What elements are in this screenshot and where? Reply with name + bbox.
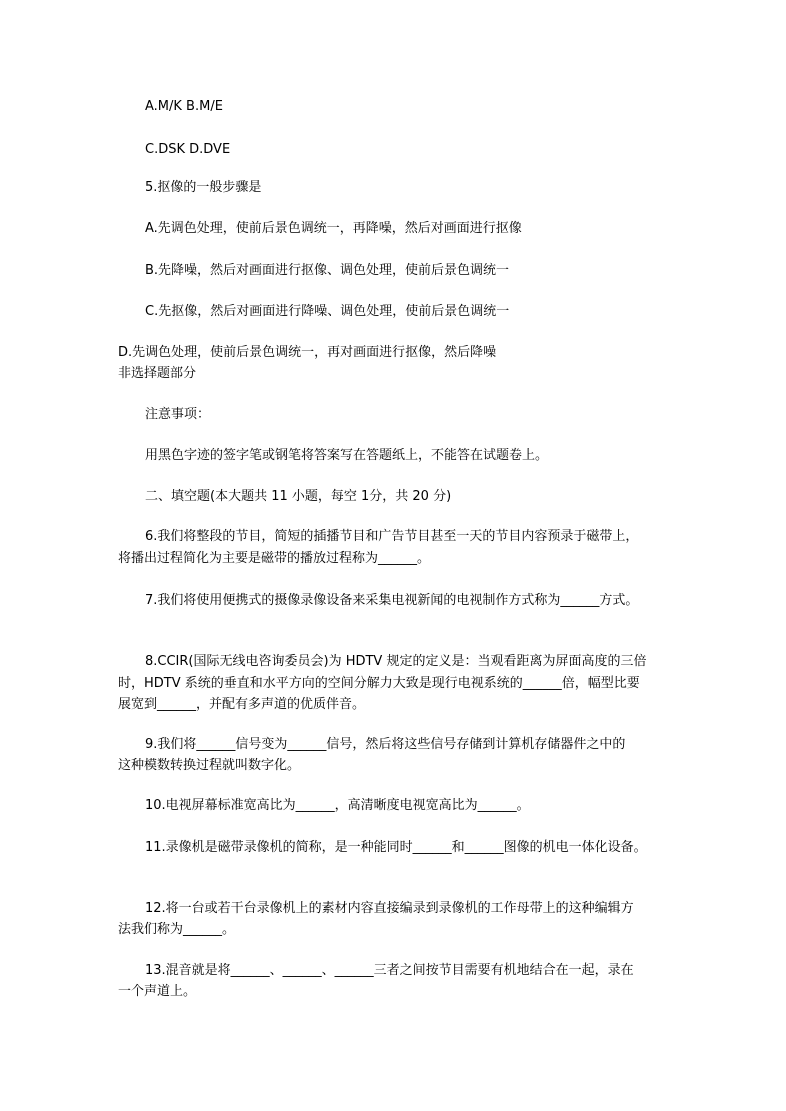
question-13-line1: 13.混音就是将______、______、______三者之间按节目需要有机地结合在一起，录在 — [145, 963, 634, 978]
question-7: 7.我们将使用便携式的摄像录像设备来采集电视新闻的电视制作方式称为______方式。 — [145, 593, 639, 608]
question-8-line2: 时，HDTV 系统的垂直和水平方向的空间分解力大致是现行电视系统的______倍，幅型比要 — [118, 676, 640, 691]
question-8-line3: 展宽到______，并配有多声道的优质伴音。 — [118, 697, 366, 712]
question-6-line1: 6.我们将整段的节目，简短的插播节目和广告节目甚至一天的节目内容预录于磁带上， — [145, 529, 639, 544]
question-13-line2: 一个声道上。 — [118, 984, 197, 999]
question-8-line1: 8.CCIR(国际无线电咨询委员会)为 HDTV 规定的定义是：当观看距离为屏面高度的三倍 — [145, 654, 647, 669]
notice-heading: 注意事项： — [145, 407, 211, 422]
question-5: 5.抠像的一般步骤是 — [145, 180, 262, 195]
question-12-line1: 12.将一台或若干台录像机上的素材内容直接编录到录像机的工作母带上的这种编辑方 — [145, 901, 634, 916]
question-6-line2: 将播出过程简化为主要是磁带的播放过程称为______。 — [118, 551, 431, 566]
options-q4-ab: A.M/K B.M/E — [145, 99, 223, 114]
options-q4-cd: C.DSK D.DVE — [145, 142, 231, 157]
section-title-non-choice: 非选择题部分 — [118, 366, 197, 381]
option-5d: D.先调色处理，使前后景色调统一，再对画面进行抠像，然后降噪 — [118, 345, 497, 360]
question-12-line2: 法我们称为______。 — [118, 922, 236, 937]
notice-text: 用黑色字迹的签字笔或钢笔将答案写在答题纸上，不能答在试题卷上。 — [145, 448, 549, 463]
question-11: 11.录像机是磁带录像机的简称，是一种能同时______和______图像的机电一体化设备。 — [145, 840, 647, 855]
option-5b: B.先降噪，然后对画面进行抠像、调色处理，使前后景色调统一 — [145, 263, 510, 278]
question-9-line2: 这种模数转换过程就叫数字化。 — [118, 758, 301, 773]
section-fill-blank-heading: 二、填空题(本大题共 11 小题，每空 1分，共 20 分) — [145, 489, 452, 504]
option-5a: A.先调色处理，使前后景色调统一，再降噪，然后对画面进行抠像 — [145, 221, 522, 236]
question-9-line1: 9.我们将______信号变为______信号，然后将这些信号存储到计算机存储器件之中的 — [145, 737, 626, 752]
question-10: 10.电视屏幕标准宽高比为______，高清晰度电视宽高比为______。 — [145, 798, 530, 813]
option-5c: C.先抠像，然后对画面进行降噪、调色处理，使前后景色调统一 — [145, 304, 510, 319]
